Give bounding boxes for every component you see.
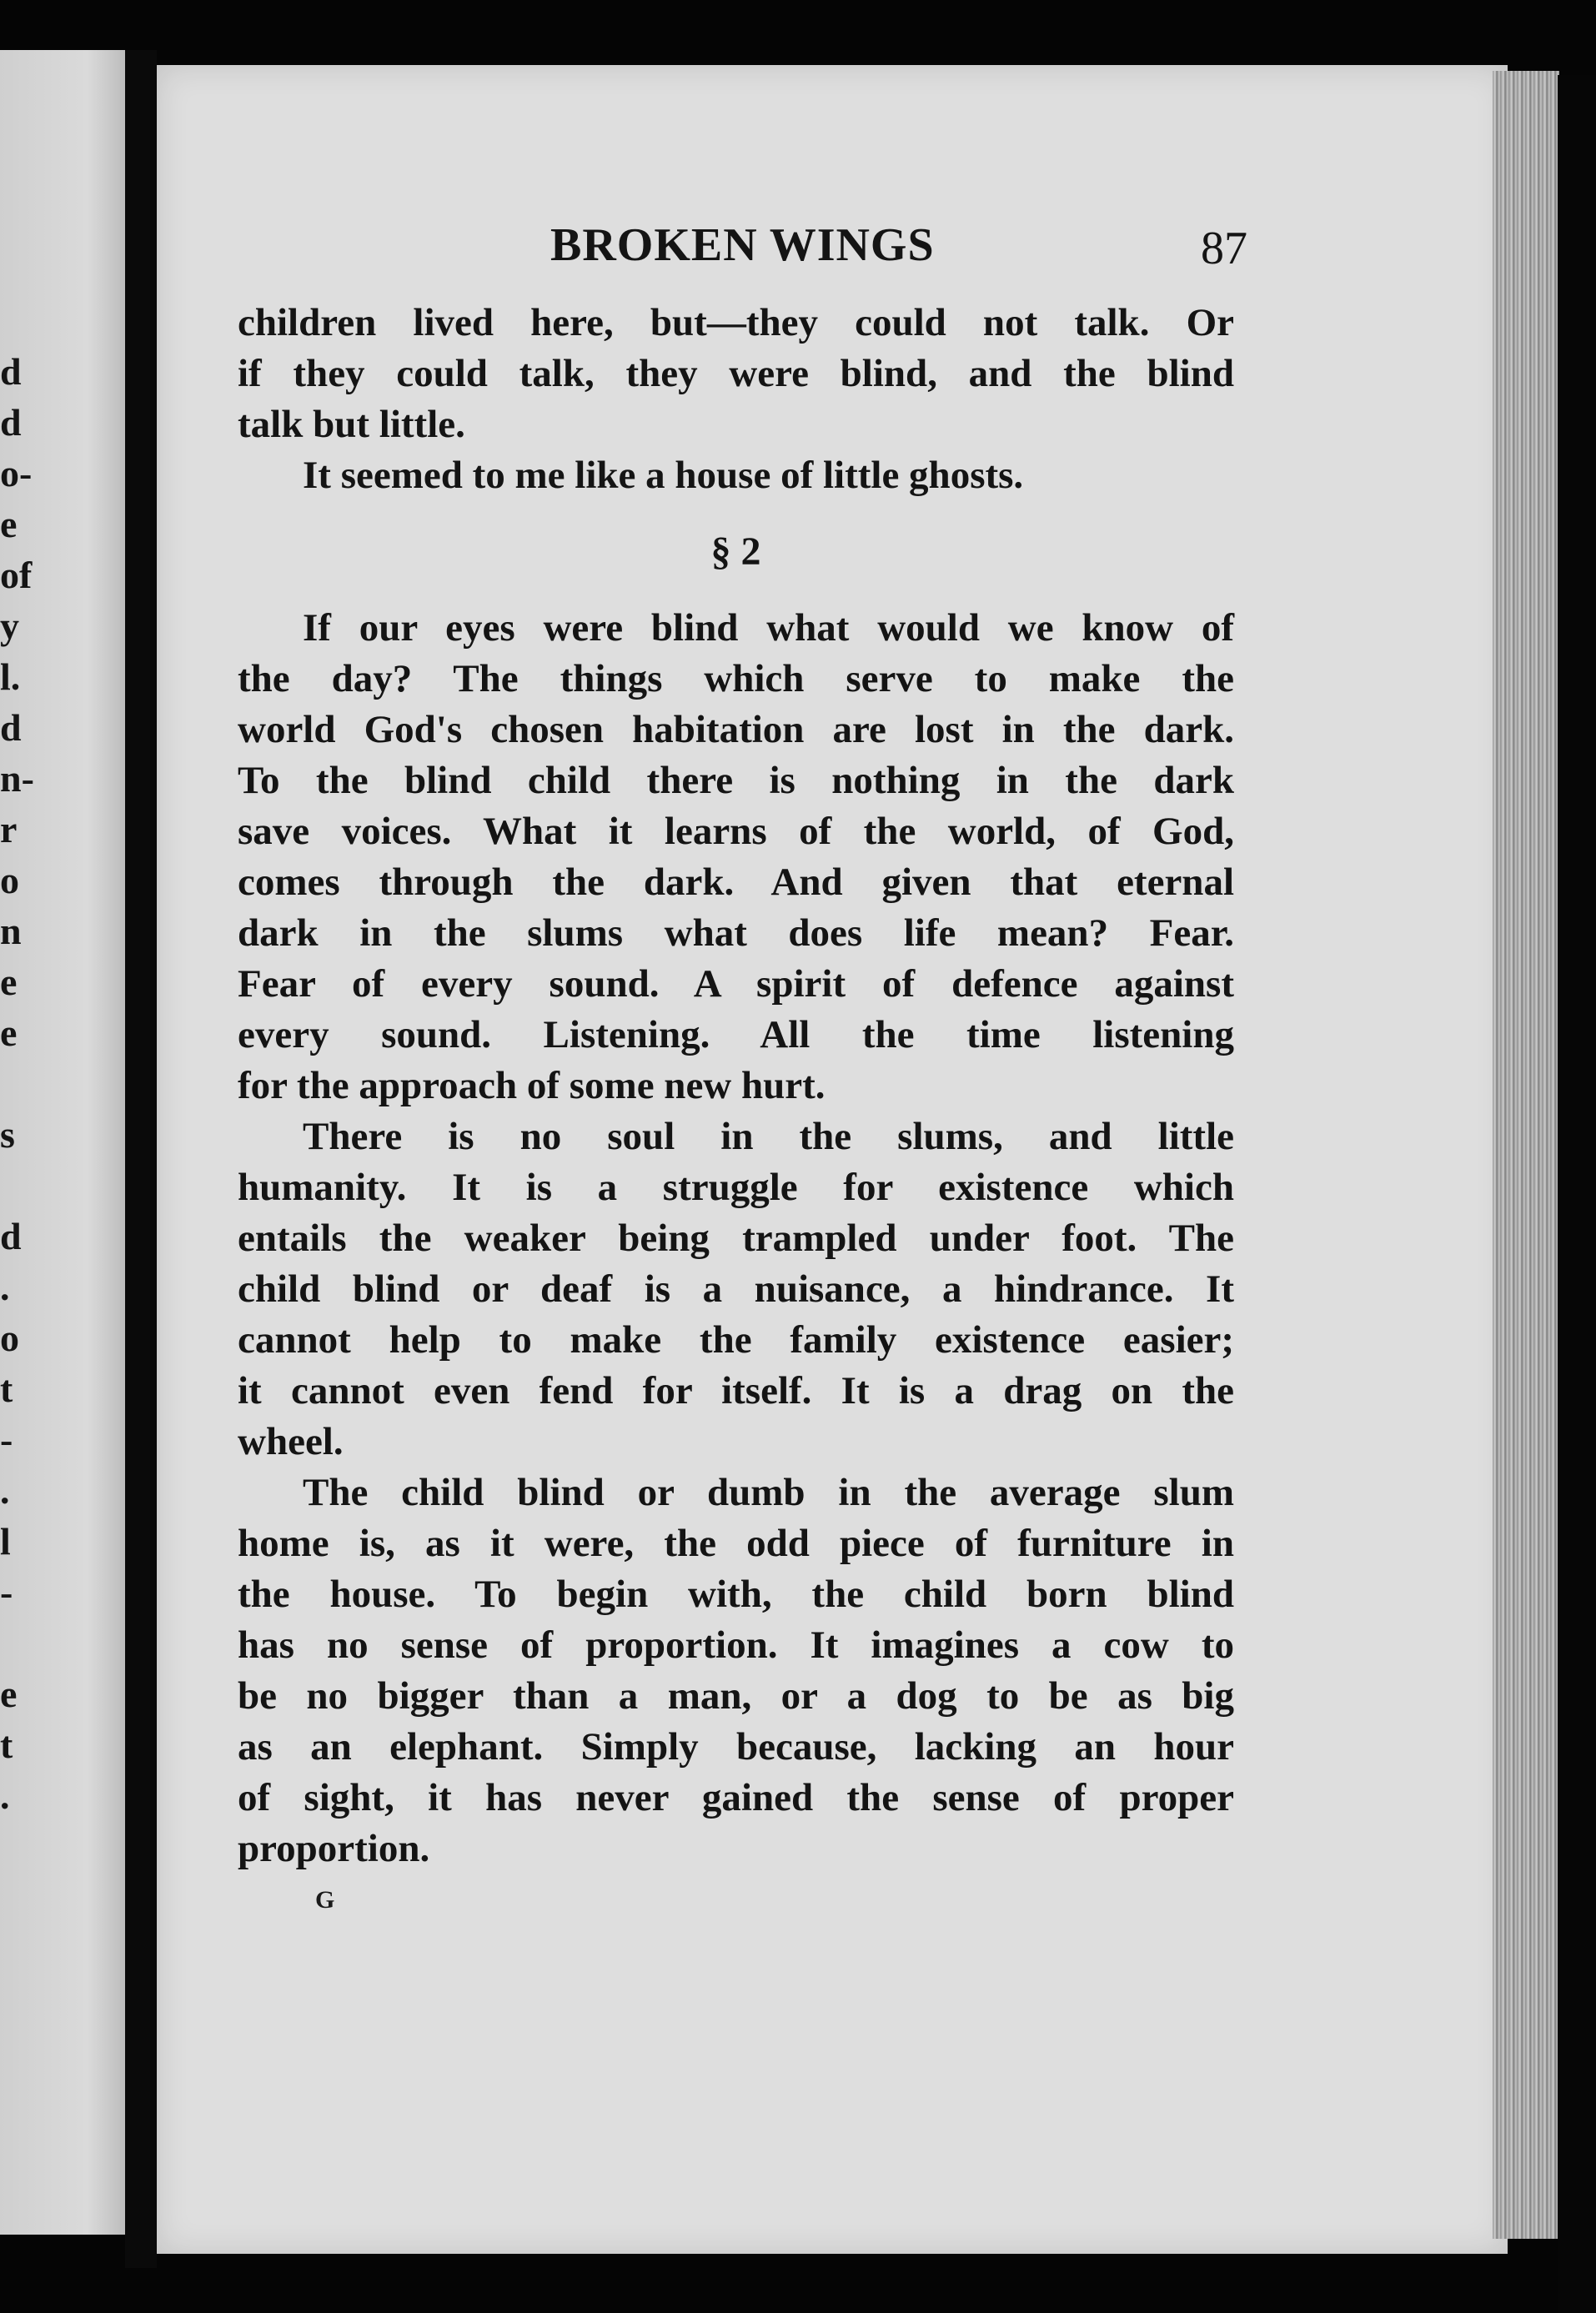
left-page-fragment: . (0, 1469, 10, 1512)
text-line: for the approach of some new hurt. (238, 1064, 826, 1107)
text-line: entails the weaker being trampled under foot. The (238, 1217, 1234, 1260)
left-page-fragment: d (0, 401, 22, 444)
left-page-fragment: e (0, 1673, 18, 1715)
text-line: The child blind or dumb in the average slum (303, 1471, 1234, 1514)
left-page-fragment: o (0, 859, 19, 901)
left-page-fragment: e (0, 1011, 18, 1054)
text-line: home is, as it were, the odd piece of furniture in (238, 1522, 1234, 1565)
left-page-fragment (0, 1058, 50, 1109)
left-page-fragment (0, 1160, 50, 1211)
left-facing-page (0, 50, 125, 2235)
text-line: the house. To begin with, the child born blind (238, 1573, 1234, 1616)
text-line: Fear of every sound. A spirit of defence against (238, 962, 1234, 1006)
paragraph (238, 450, 1234, 501)
body-text (238, 298, 1234, 1874)
text-line: cannot help to make the family existence easier; (238, 1318, 1234, 1362)
left-page-fragment: n- (0, 757, 34, 800)
left-page-fragment: . (0, 1774, 10, 1817)
paragraph (238, 603, 1234, 1111)
left-page-fragment: o (0, 1317, 19, 1359)
left-page-text-fragments (0, 346, 50, 1821)
text-line: every sound. Listening. All the time listening (238, 1013, 1234, 1056)
text-line: if they could talk, they were blind, and the blind (238, 352, 1234, 395)
left-page-fragment: y (0, 605, 19, 647)
text-line: be no bigger than a man, or a dog to be as big (238, 1674, 1234, 1718)
text-line: child blind or deaf is a nuisance, a hindrance. It (238, 1267, 1234, 1311)
text-line: talk but little. (238, 403, 465, 446)
left-page-fragment: of (0, 554, 33, 596)
paragraph (238, 1111, 1234, 1468)
left-page-fragment: e (0, 503, 18, 545)
book-gutter (125, 50, 157, 2268)
left-page-fragment: t (0, 1723, 13, 1766)
text-line: children lived here, but—they could not talk. Or (238, 301, 1234, 344)
left-page-fragment: n (0, 910, 22, 952)
text-line: comes through the dark. And given that eternal (238, 860, 1234, 904)
left-page-fragment: l. (0, 655, 21, 698)
text-line: save voices. What it learns of the world, of God, (238, 810, 1234, 853)
page-edges-shadow (1558, 75, 1596, 2313)
left-page-fragment: d (0, 1215, 22, 1257)
left-page-fragment: . (0, 1266, 10, 1308)
left-page-fragment: d (0, 350, 22, 393)
text-line: There is no soul in the slums, and little (303, 1115, 1234, 1158)
paragraph (238, 1468, 1234, 1874)
paragraph (238, 298, 1234, 450)
left-page-fragment: s (0, 1113, 15, 1156)
left-page-fragment: - (0, 1418, 13, 1461)
section-mark: § 2 (710, 529, 761, 574)
signature-mark: G (315, 1886, 335, 1914)
page-number: 87 (1201, 223, 1247, 274)
text-line: has no sense of proportion. It imagines a cow to (238, 1623, 1234, 1667)
left-page-fragment (0, 1618, 50, 1668)
left-page-fragment: - (0, 1571, 13, 1613)
text-line: It seemed to me like a house of little ghosts. (303, 454, 1024, 497)
left-page-fragment: d (0, 706, 22, 749)
left-page-fragment: o- (0, 452, 33, 494)
left-page-fragment: t (0, 1367, 13, 1410)
text-line: wheel. (238, 1420, 344, 1463)
text-line: To the blind child there is nothing in the dark (238, 759, 1234, 802)
text-line: world God's chosen habitation are lost in the dark. (238, 708, 1234, 751)
text-line: If our eyes were blind what would we know of (303, 606, 1234, 650)
left-page-fragment: r (0, 808, 18, 850)
left-page-fragment: e (0, 961, 18, 1003)
text-line: the day? The things which serve to make the (238, 657, 1234, 700)
left-page-fragment: l (0, 1520, 11, 1563)
text-line: as an elephant. Simply because, lacking an hour (238, 1725, 1234, 1769)
text-line: dark in the slums what does life mean? Fear. (238, 911, 1234, 955)
running-head: BROKEN WINGS (550, 219, 935, 271)
page-edges (1493, 71, 1559, 2239)
text-line: of sight, it has never gained the sense of proper (238, 1776, 1234, 1819)
text-line: it cannot even fend for itself. It is a drag on the (238, 1369, 1234, 1412)
text-line: humanity. It is a struggle for existence which (238, 1166, 1234, 1209)
text-line: proportion. (238, 1827, 430, 1870)
